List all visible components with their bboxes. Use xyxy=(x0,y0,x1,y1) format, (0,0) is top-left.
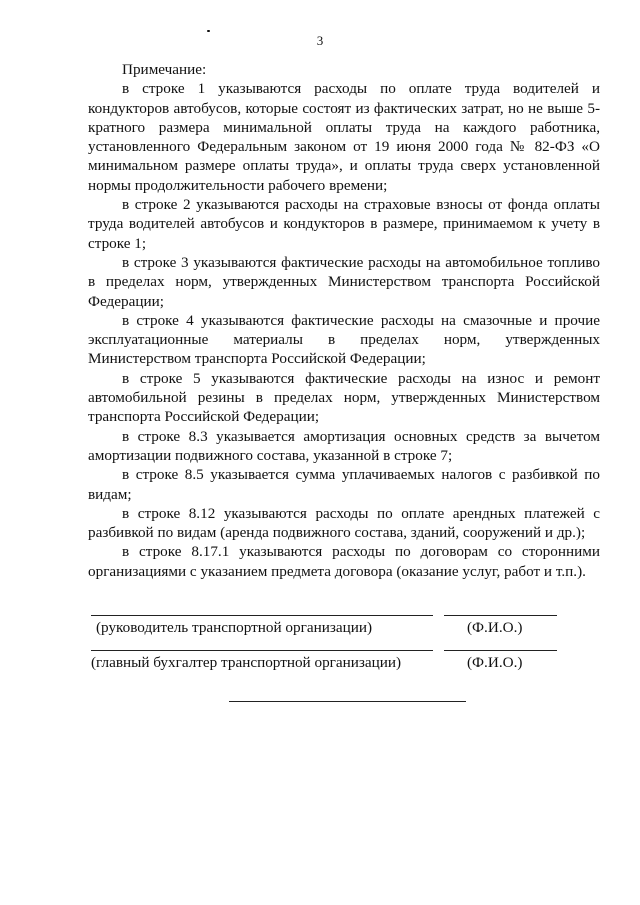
accountant-fio-label: (Ф.И.О.) xyxy=(467,654,523,671)
accountant-signature-line xyxy=(91,650,433,651)
note-paragraph-line-8-5: в строке 8.5 указывается сумма уплачиваемых налогов с разбивкой по видам; xyxy=(88,466,600,503)
page-number: 3 xyxy=(316,33,324,48)
note-paragraph-line-2: в строке 2 указываются расходы на страховые взносы от фонда оплаты труда водителей автобусов и кондукторов в размере, принимаемом к учету в строке 1; xyxy=(88,196,600,252)
note-paragraph-line-8-12: в строке 8.12 указываются расходы по оплате арендных платежей с разбивкой по видам (аренда подвижного состава, зданий, сооружений и др.); xyxy=(88,504,600,542)
head-signature-label: (руководитель транспортной организации) xyxy=(96,619,373,636)
scan-speck xyxy=(207,30,210,32)
note-paragraph-line-4: в строке 4 указываются фактические расходы на смазочные и прочие эксплуатационные материалы в пределах норм, утвержденных Министерством транспорта Российской Федерации; xyxy=(88,311,600,368)
note-title: Примечание: xyxy=(122,61,207,78)
head-signature-line xyxy=(91,615,433,616)
head-fio-line xyxy=(444,615,557,616)
note-paragraph-line-8-3: в строке 8.3 указывается амортизация основных средств за вычетом амортизации подвижного состава, указанной в строке 7; xyxy=(88,427,600,464)
closing-rule xyxy=(229,701,466,702)
note-paragraph-line-3: в строке 3 указываются фактические расходы на автомобильное топливо в пределах норм, утвержденных Министерством транспорта Российской Федерации; xyxy=(88,253,600,310)
head-fio-label: (Ф.И.О.) xyxy=(467,619,523,636)
note-paragraph-line-1: в строке 1 указываются расходы по оплате труда водителей и кондукторов автобусов, которые состоят из фактических затрат, но не выше 5-кратного размера минимальной оплаты труда на каждого работника, установленного Федеральным законом от 19 июня 2000 года № 82-ФЗ «О минимальном размере оплаты труда», и оплаты труда сверх установленной нормы продолжительности рабочего времени; xyxy=(88,80,600,194)
note-paragraph-line-5: в строке 5 указываются фактические расходы на износ и ремонт автомобильной резины в пределах норм, утвержденных Министерством транспорта Российской Федерации; xyxy=(88,369,600,426)
accountant-fio-line xyxy=(444,650,557,651)
accountant-signature-label: (главный бухгалтер транспортной организации) xyxy=(91,654,402,671)
note-section xyxy=(88,60,600,581)
note-paragraph-line-8-17-1: в строке 8.17.1 указываются расходы по договорам со сторонними организациями с указанием предмета договора (оказание услуг, работ и т.п.). xyxy=(88,543,600,580)
